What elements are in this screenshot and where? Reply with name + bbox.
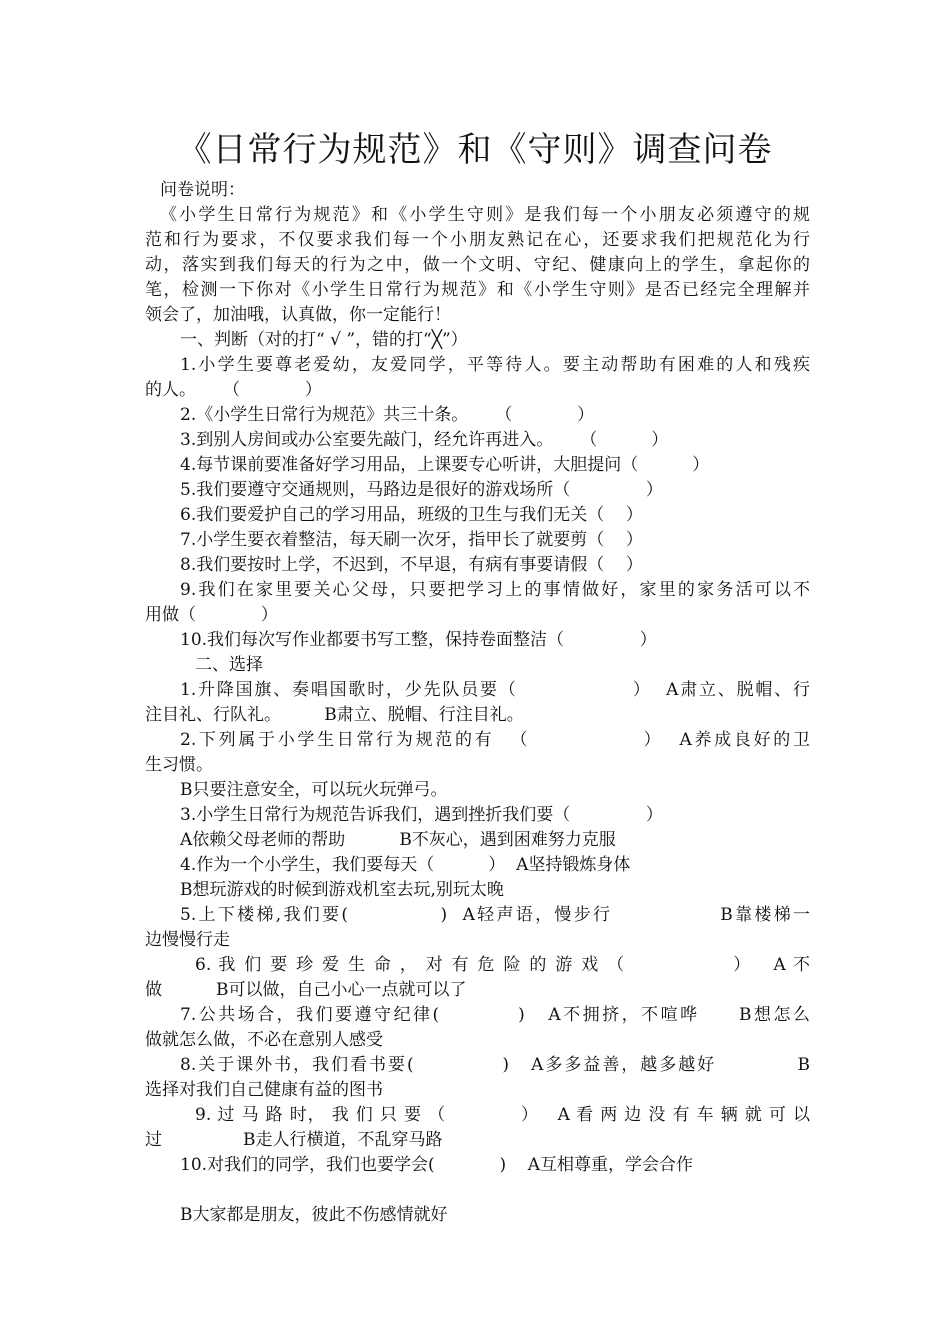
choice-item-continued: 做 B可以做，自己小心一点就可以了 [145, 980, 467, 1000]
intro-text-line: 《小学生日常行为规范》和《小学生守则》是我们每一个小朋友必须遵守的规 [160, 205, 810, 225]
choice-item-continued: 过 B走人行横道，不乱穿马路 [145, 1130, 443, 1150]
choice-item: 6. 我 们 要 珍 爱 生 命 ， 对 有 危 险 的 游 戏 （ ） A 不 [195, 955, 810, 975]
choice-option: B想玩游戏的时候到游戏机室去玩,别玩太晚 [180, 880, 504, 900]
judgment-item: 10.我们每次写作业都要书写工整，保持卷面整洁（ ） [180, 630, 657, 650]
document-title: 《日常行为规范》和《守则》调查问卷 [177, 130, 773, 170]
choice-item-continued: 注目礼、行队礼。 B肃立、脱帽、行注目礼。 [145, 705, 524, 725]
choice-item: 10.对我们的同学，我们也要学会( ) A互相尊重，学会合作 [180, 1155, 694, 1175]
choice-item: 4.作为一个小学生，我们要每天（ ） A坚持锻炼身体 [180, 855, 631, 875]
choice-item-continued: 边慢慢行走 [145, 930, 230, 950]
choice-item: 1.升降国旗、奏唱国歌时，少先队员要（ ） A肃立、脱帽、行 [180, 680, 810, 700]
intro-text-line: 笔，检测一下你对《小学生日常行为规范》和《小学生守则》是否已经完全理解并 [145, 280, 810, 300]
choice-item-continued: 选择对我们自己健康有益的图书 [145, 1080, 383, 1100]
judgment-item: 4.每节课前要准备好学习用品，上课要专心听讲，大胆提问（ ） [180, 455, 710, 475]
judgment-item: 6.我们要爱护自己的学习用品，班级的卫生与我们无关（ ） [180, 505, 643, 525]
choice-option: A依赖父母老师的帮助 B不灰心，遇到困难努力克服 [180, 830, 616, 850]
judgment-item: 2.《小学生日常行为规范》共三十条。 （ ） [180, 405, 595, 425]
judgment-item: 9.我们在家里要关心父母，只要把学习上的事情做好，家里的家务活可以不 [180, 580, 810, 600]
section-heading-choice: 二、选择 [195, 655, 263, 675]
choice-item-continued: 生习惯。 [145, 755, 213, 775]
choice-option: B大家都是朋友，彼此不伤感情就好 [180, 1205, 448, 1225]
judgment-item: 5.我们要遵守交通规则，马路边是很好的游戏场所（ ） [180, 480, 663, 500]
choice-item-continued: 做就怎么做，不必在意别人感受 [145, 1030, 383, 1050]
intro-text-line: 范和行为要求，不仅要求我们每一个小朋友熟记在心，还要求我们把规范化为行 [145, 230, 810, 250]
choice-item: 8.关于课外书，我们看书要( ) A多多益善，越多越好 B [180, 1055, 810, 1075]
judgment-item: 3.到别人房间或办公室要先敲门，经允许再进入。 （ ） [180, 430, 669, 450]
judgment-item: 8.我们要按时上学，不迟到，不早退，有病有事要请假（ ） [180, 555, 643, 575]
choice-option: B只要注意安全，可以玩火玩弹弓。 [180, 780, 448, 800]
choice-item: 3.小学生日常行为规范告诉我们，遇到挫折我们要（ ） [180, 805, 663, 825]
judgment-item-continued: 用做（ ） [145, 605, 278, 625]
choice-item: 9. 过 马 路 时， 我 们 只 要 （ ） A 看 两 边 没 有 车 辆 就 可 以 [195, 1105, 810, 1125]
choice-item: 7.公共场合，我们要遵守纪律( ) A不拥挤，不喧哗 B想怎么 [180, 1005, 810, 1025]
intro-heading: 问卷说明： [160, 180, 245, 200]
intro-text-line: 动，落实到我们每天的行为之中，做一个文明、守纪、健康向上的学生，拿起你的 [145, 255, 810, 275]
section-heading-judgment: 一、判断（对的打“ √ ”，错的打“╳”） [180, 330, 468, 350]
choice-item: 2.下列属于小学生日常行为规范的有 （ ） A养成良好的卫 [180, 730, 810, 750]
judgment-item-continued: 的人。 （ ） [145, 380, 322, 400]
choice-item: 5.上下楼梯,我们要( ) A轻声语，慢步行 B靠楼梯一 [180, 905, 810, 925]
judgment-item: 1.小学生要尊老爱幼，友爱同学，平等待人。要主动帮助有困难的人和残疾 [180, 355, 810, 375]
intro-text-line: 领会了，加油哦，认真做，你一定能行！ [145, 305, 451, 325]
judgment-item: 7.小学生要衣着整洁，每天刷一次牙，指甲长了就要剪（ ） [180, 530, 643, 550]
